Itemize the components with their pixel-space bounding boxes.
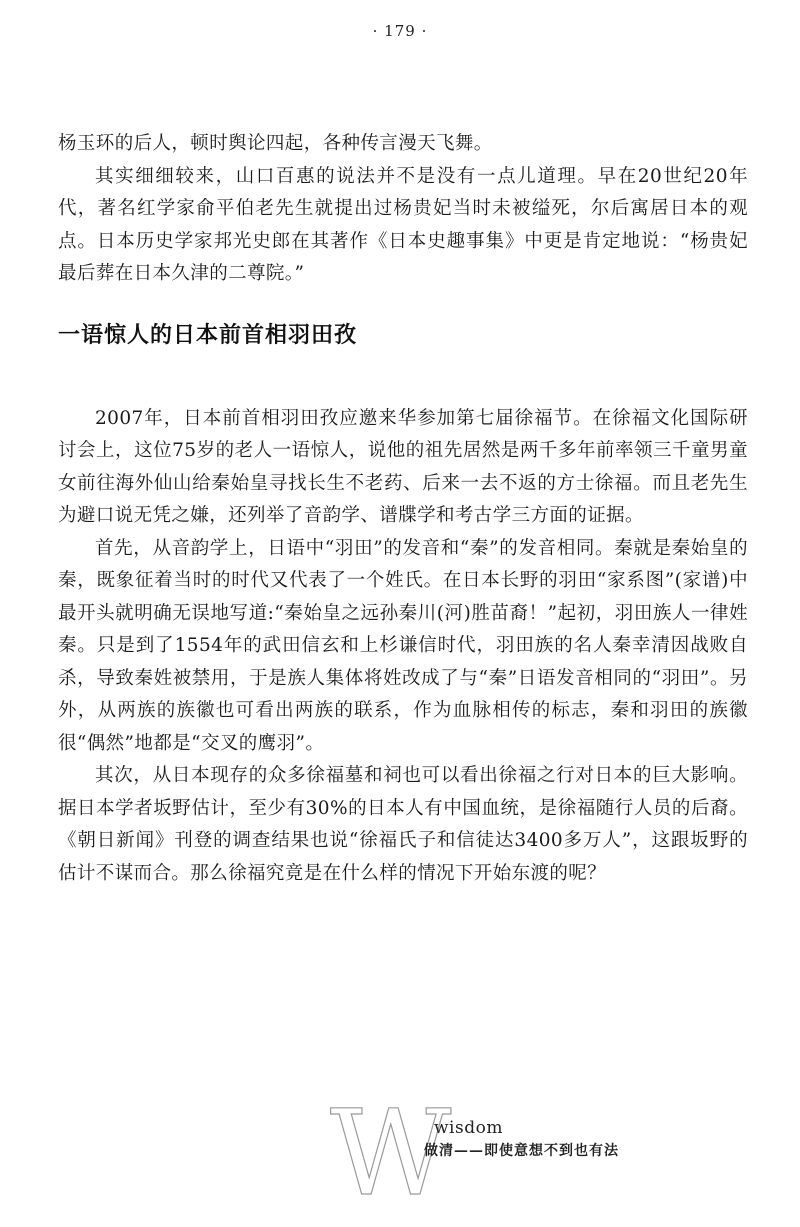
- page-body: [58, 128, 748, 890]
- svg-text:W: W: [330, 1096, 452, 1206]
- footer-word: wisdom: [434, 1118, 503, 1138]
- body-paragraph: 杨玉环的后人，顿时舆论四起，各种传言漫天飞舞。: [58, 133, 493, 154]
- footer-tagline: 做清——即使意想不到也有法: [424, 1143, 619, 1159]
- body-paragraph: 其次，从日本现存的众多徐福墓和祠也可以看出徐福之行对日本的巨大影响。据日本学者坂野估计，至少有30%的日本人有中国血统，是徐福随行人员的后裔。《朝日新闻》刊登的调查结果也说“徐福氏子和信徒达3400多万人”，这跟坂野的估计不谋而合。那么徐福究竟是在什么样的情况下开始东渡的呢？: [58, 765, 748, 884]
- page-number: · 179 ·: [372, 22, 428, 40]
- body-paragraph: 首先，从音韵学上，日语中“羽田”的发音和“秦”的发音相同。秦就是秦始皇的秦，既象征着当时的时代又代表了一个姓氏。在日本长野的羽田“家系图”(家谱)中最开头就明确无误地写道:“秦始皇之远孙秦川(河)胜苗裔！”起初，羽田族人一律姓秦。只是到了1554年的武田信玄和上杉谦信时代，羽田族的名人秦幸清因战败自杀，导致秦姓被禁用，于是族人集体将姓改成了与“秦”日语发音相同的“羽田”。另外，从两族的族徽也可看出两族的联系，作为血脉相传的标志，秦和羽田的族徽很“偶然”地都是“交叉的鹰羽”。: [58, 537, 748, 754]
- body-paragraph: 其实细细较来，山口百惠的说法并不是没有一点儿道理。早在20世纪20年代，著名红学家俞平伯老先生就提出过杨贵妃当时未被缢死，尔后寓居日本的观点。日本历史学家邦光史郎在其著作《日本史趣事集》中更是肯定地说：“杨贵妃最后葬在日本久津的二尊院。”: [58, 165, 748, 284]
- body-paragraph: 2007年，日本前首相羽田孜应邀来华参加第七届徐福节。在徐福文化国际研讨会上，这位75岁的老人一语惊人，说他的祖先居然是两千多年前率领三千童男童女前往海外仙山给秦始皇寻找长生不老药、后来一去不返的方士徐福。而且老先生为避口说无凭之嫌，还列举了音韵学、谱牒学和考古学三方面的证据。: [58, 407, 748, 526]
- section-title: 一语惊人的日本前首相羽田孜: [58, 322, 358, 348]
- footer-brand: [330, 1096, 670, 1206]
